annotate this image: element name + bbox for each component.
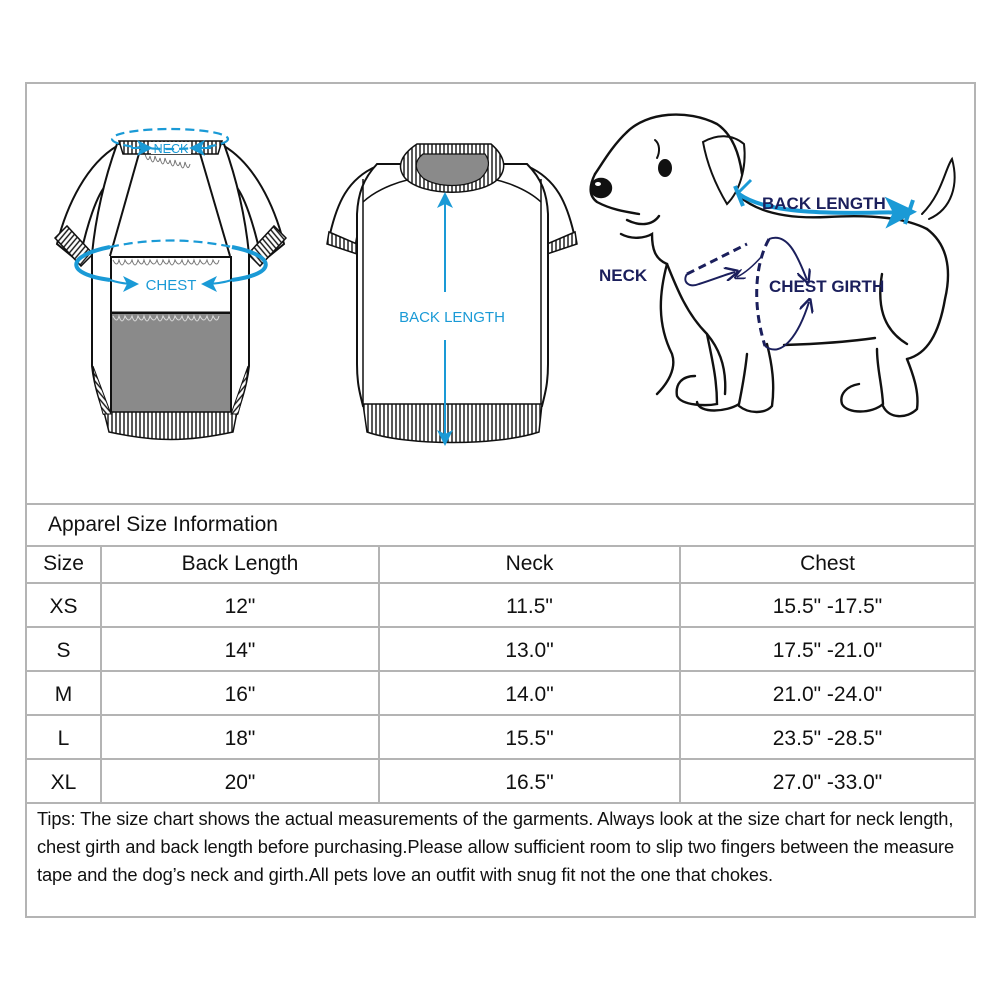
table-row [27,583,974,627]
cell-neck: 13.0" [379,627,680,671]
cell-back-length: 16" [101,671,379,715]
garment-back-drawing [55,129,286,440]
header-neck: Neck [379,545,680,583]
tips-text: Tips: The size chart shows the actual measurements of the garments. Always look at the size chart for neck length, chest girth and back length before purchasing.Please allow sufficient room to slip two fingers between the measure tape and the dog’s neck and girth.All pets love an outfit with snug fit not the one that chokes. [37,808,955,885]
cell-size: S [27,627,101,671]
cell-size: L [27,715,101,759]
garment-back-length-label: BACK LENGTH [399,309,505,326]
measurement-illustrations [27,84,974,503]
table-row [27,671,974,715]
cell-neck: 16.5" [379,759,680,803]
cell-chest: 17.5" -21.0" [680,627,974,671]
size-table [27,545,974,804]
table-row [27,759,974,803]
cell-chest: 21.0" -24.0" [680,671,974,715]
dog-neck-label: NECK [599,266,648,285]
cell-back-length: 12" [101,583,379,627]
table-row [27,715,974,759]
cell-neck: 15.5" [379,715,680,759]
cell-size: XS [27,583,101,627]
header-chest: Chest [680,545,974,583]
header-back-length: Back Length [101,545,379,583]
cell-chest: 23.5" -28.5" [680,715,974,759]
cell-size: M [27,671,101,715]
table-title-row [27,503,974,547]
dog-measurements [599,180,913,350]
header-size: Size [27,545,101,583]
size-chart-frame [25,82,976,918]
cell-neck: 14.0" [379,671,680,715]
garment-front-drawing [327,144,577,443]
cell-neck: 11.5" [379,583,680,627]
cell-back-length: 20" [101,759,379,803]
garment-chest-label: CHEST [145,277,197,294]
cell-back-length: 18" [101,715,379,759]
dog-chest-girth-label: CHEST GIRTH [769,277,885,296]
cell-size: XL [27,759,101,803]
dog-back-length-label: BACK LENGTH [762,194,886,213]
table-header-row [27,545,974,583]
cell-chest: 15.5" -17.5" [680,583,974,627]
garment-neck-label: NECK [153,142,189,156]
cell-back-length: 14" [101,627,379,671]
cell-chest: 27.0" -33.0" [680,759,974,803]
illustration-panel [27,84,974,503]
table-title: Apparel Size Information [48,513,278,536]
table-row [27,627,974,671]
